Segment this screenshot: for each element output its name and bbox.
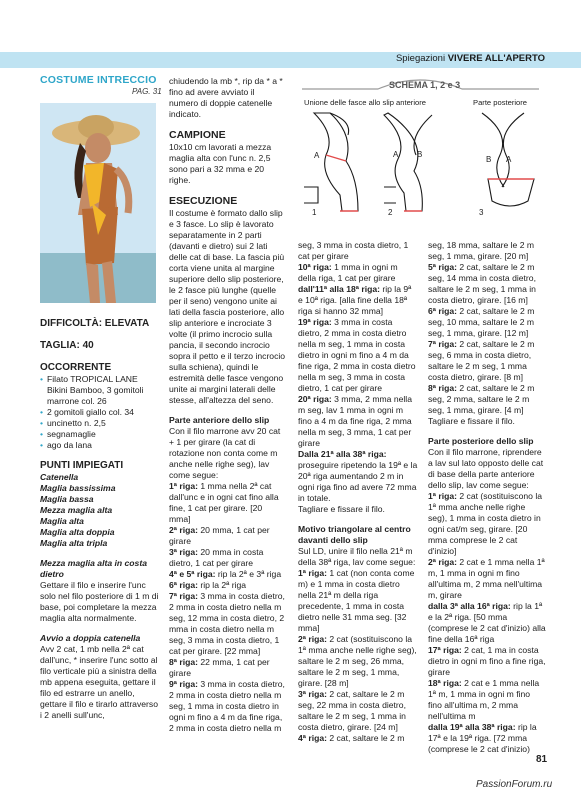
- instruction-row: [428, 491, 546, 557]
- row-text: 2 cat, saltare le 2 m seg, 6 mma in costa dietro, saltare le 2 m seg, 1 mma costa dietro, girare. [8 m]: [428, 339, 535, 382]
- campione-title: CAMPIONE: [169, 129, 226, 141]
- row-text: seg, 18 mma, saltare le 2 m seg, 1 mma, girare. [20 m]: [428, 240, 535, 261]
- material-item: • Filato TROPICAL LANE Bikini Bamboo, 3 gomitoli marrone col. 26: [40, 374, 160, 407]
- instruction-row: [298, 240, 418, 262]
- instruction-row: [169, 679, 286, 734]
- column-4: [428, 240, 546, 755]
- row-text: rip la 9ª e 10ª riga. [alla fine della 18ª riga si hanno 32 mma]: [298, 284, 412, 316]
- figure-number: 1: [312, 208, 317, 217]
- stitch-item: Maglia alta: [40, 516, 84, 526]
- row-key: 2ª riga:: [169, 525, 198, 535]
- figure-number: 3: [479, 208, 484, 217]
- row-text: rip la 17ª e la 19ª riga. [72 mma (comprese le 2 cat d'inizio): [428, 722, 537, 754]
- costume-photo: [40, 103, 156, 303]
- instruction-row: [169, 580, 286, 591]
- row-key: dalla 3ª alla 16ª riga:: [428, 601, 511, 611]
- row-key: 10ª riga:: [298, 262, 332, 272]
- instruction-row: [169, 569, 286, 580]
- row-key: 1ª riga:: [298, 568, 327, 578]
- row-text: 3 mma in costa dietro, 2 mma in costa dietro nella m seg, 12 mma in costa dietro, 2 mma in costa dietro nella m seg, 3 mma in costa dietro, 1 cat per girare. [22 mma]: [169, 591, 285, 656]
- row-text: 20 mma in costa dietro, 1 cat per girare: [169, 547, 264, 568]
- row-text: 2 cat, saltare le 2 m seg, 10 mma, saltare le 2 m seg, 1 mma, girare. [12 m]: [428, 306, 535, 338]
- instruction-row: [298, 634, 418, 689]
- mma-text: Gettare il filo e inserire l'unc solo nel filo posteriore di 1 m di base, poi completare la mezza maglia alta normalmente.: [40, 580, 159, 623]
- avvio-text: Avv 2 cat, 1 mb nella 2ª cat dall'unc, * inserire l'unc sotto al filo verticale più a sinistra della mb appena eseguita, gettare il filo ed estrarre un anello, gettare il filo e tirarlo attraverso i 2 anelli sull'unc,: [40, 644, 158, 720]
- campione-text: 10x10 cm lavorati a mezza maglia alta con l'unc n. 2,5 sono pari a 32 mma e 20 righe.: [169, 142, 272, 185]
- section-header: [396, 53, 545, 64]
- instruction-row: [298, 449, 418, 504]
- row-key: 4ª e 5ª riga:: [169, 569, 216, 579]
- row-text: rip la 2ª e 3ª riga: [215, 569, 282, 579]
- label-b: B: [486, 155, 492, 164]
- watermark: PassionForum.ru: [476, 779, 553, 790]
- instruction-row: [169, 657, 286, 679]
- stitch-item: Catenella: [40, 472, 79, 482]
- row-text: 2 cat (sostituiscono la 1ª mma anche nelle righe seg), saltare le 2 m seg, 26 mma, saltare le 2 m seg, 1 mma, girare. [28 m]: [298, 634, 417, 688]
- row-text: rip la 1ª e la 2ª riga. [50 mma (comprese le 2 cat d'inizio) alla fine della 16ª riga: [428, 601, 546, 644]
- row-key: 6ª riga:: [428, 306, 457, 316]
- schema-diagram: [296, 75, 545, 225]
- esecuzione-text: Il costume è formato dallo slip e 3 fasce. Lo slip è lavorato separatamente in 2 parti (davanti e dietro) sui 2 lati delle cat di base. La fascia più corta viene unita al margine superiore dello slip posteriore, le 2 fasce più lunghe (quelle per il seno) vengono unite ai lati della fascia posteriore, allo slip anteriore e incrociate 3 volte (il primo incrocio sulla pancia, il secondo incrocio sopra il petto e il terzo incrocio sulla schiena), quindi le estremità delle fasce vengono unite ai margini laterali delle stesse, all'altezza del seno.: [169, 208, 286, 405]
- cut-yarn-note: Tagliare e fissare il filo.: [428, 416, 515, 426]
- difficulty: DIFFICOLTÀ: ELEVATA: [40, 318, 150, 329]
- avvio-title: Avvio a doppia catenella: [40, 633, 141, 643]
- instruction-row: [169, 481, 286, 525]
- esecuzione-title: ESECUZIONE: [169, 195, 238, 207]
- material-item: • segnamaglie: [40, 429, 160, 440]
- instruction-row: [428, 339, 546, 383]
- row-text: 3 mma in costa dietro, 2 mma in costa dietro nella m seg, 1 mma in costa dietro in ogni m fino a 4 m da fine riga, 2 mma in costa dietro nella m: [169, 679, 285, 733]
- instruction-row: [298, 689, 418, 733]
- materials-title: OCCORRENTE: [40, 362, 112, 373]
- intro-text: chiudendo la mb *, rip da * a * fino ad avere avviato il numero di doppie catenelle indicato.: [169, 76, 283, 119]
- row-key: 6ª riga:: [169, 580, 198, 590]
- material-item: • 2 gomitoli giallo col. 34: [40, 407, 160, 418]
- row-key: 17ª riga:: [428, 645, 462, 655]
- instruction-row: [428, 601, 546, 645]
- row-text: 2 cat, 1 ma in costa dietro in ogni m fino a fine riga, girare: [428, 645, 546, 677]
- row-text: proseguire ripetendo la 19ª e la 20ª riga aumentando 2 m in ogni riga fino ad avere 72 mma in totale.: [298, 460, 418, 503]
- row-text: 2 cat (sostituiscono la 1ª mma anche nelle righe seg), 1 mma in costa dietro in ogni cat/m seg, girare. [20 mma comprese le 2 cat d'inizio]: [428, 491, 543, 556]
- parte-anteriore-title: Parte anteriore dello slip: [169, 415, 270, 425]
- instruction-row: [298, 262, 418, 284]
- instruction-row: [298, 284, 418, 317]
- parte-posteriore-title: Parte posteriore dello slip: [428, 436, 534, 446]
- instruction-row: [428, 262, 546, 306]
- instruction-row: [428, 722, 546, 755]
- row-text: 2 cat e 1 mma nella 1ª m, 1 mma in ogni m fino all'ultima m, 2 mma nell'ultima m, girare: [428, 557, 545, 600]
- section-name: Spiegazioni: [395, 53, 446, 64]
- row-key: 2ª riga:: [428, 557, 457, 567]
- costume-title: COSTUME INTRECCIO: [40, 74, 157, 86]
- row-text: 2 cat, saltare le 2 m seg, 22 mma in costa dietro, saltare le 2 m seg, 1 mma in costa dietro, girare. [24 m]: [298, 689, 406, 732]
- cut-yarn-note: Tagliare e fissare il filo.: [298, 504, 385, 514]
- instruction-row: [298, 733, 418, 744]
- stitch-item: Maglia bassissima: [40, 483, 116, 493]
- instruction-row: [169, 547, 286, 569]
- schema-title: SCHEMA 1, 2 e 3: [389, 80, 461, 90]
- column-1: [40, 318, 160, 721]
- row-key: 1ª riga:: [428, 491, 457, 501]
- row-key: dalla 19ª alla 38ª riga:: [428, 722, 516, 732]
- row-text: 20 mma, 1 cat per girare: [169, 525, 270, 546]
- row-key: 7ª riga:: [428, 339, 457, 349]
- row-text: 2 cat, saltare le 2 m seg, 14 mma in costa dietro, saltare le 2 m seg, 1 mma in costa dietro, girare. [16 m]: [428, 262, 536, 305]
- row-key: 8ª riga:: [169, 657, 198, 667]
- motivo-title: Motivo triangolare al centro davanti dello slip: [298, 524, 411, 545]
- label-a: A: [506, 155, 512, 164]
- row-key: 8ª riga:: [428, 383, 457, 393]
- stitch-item: Mezza maglia alta: [40, 505, 113, 515]
- page-number: 81: [536, 754, 548, 765]
- row-text: 3 mma in costa dietro, 2 mma in costa dietro nella m seg, 1 mma in costa dietro in ogni m fino a 4 m da fine riga, 2 mma in costa dietro nella m seg, 3 mma in costa dietro, 1 cat per girare: [298, 317, 416, 393]
- column-2: [169, 76, 286, 734]
- stitches-title: PUNTI IMPIEGATI: [40, 460, 124, 471]
- stitch-item: Maglia alta doppia: [40, 527, 115, 537]
- row-text: 3 mma, 2 mma nella m seg, lav 1 mma in ogni m fino a 4 m da fine riga, 2 mma nella m seg, 3 mma, 1 cat per girare: [298, 394, 412, 448]
- mma-title: Mezza maglia alta in costa dietro: [40, 558, 147, 579]
- label-b: B: [417, 150, 423, 159]
- instruction-row: [428, 240, 546, 262]
- schema-caption-back: Parte posteriore: [473, 98, 528, 107]
- column-3: [298, 240, 418, 744]
- row-key: 7ª riga:: [169, 591, 198, 601]
- instruction-row: [428, 306, 546, 339]
- material-item: • uncinetto n. 2,5: [40, 418, 160, 429]
- row-text: 2 cat, saltare le 2 m seg, 2 mma, saltare le 2 m seg, 1 mma, girare. [4 m]: [428, 383, 535, 415]
- label-a: A: [314, 151, 320, 160]
- row-key: 4ª riga:: [298, 733, 327, 743]
- costume-page-ref: PAG. 31: [132, 87, 162, 96]
- instruction-row: [169, 591, 286, 657]
- instruction-row: [428, 678, 546, 722]
- parte-posteriore-intro: Con il filo marrone, riprendere a lav sul lato opposto delle cat di base della parte anteriore dello slip, lav come segue:: [428, 447, 544, 490]
- instruction-row: [428, 557, 546, 601]
- row-text: 2 cat, saltare le 2 m: [326, 733, 405, 743]
- instruction-row: [428, 645, 546, 678]
- row-text: rip la 2ª riga: [197, 580, 247, 590]
- row-text: 1 mma nella 2ª cat dall'unc e in ogni cat fino alla fine, 1 cat per girare. [20 mma]: [169, 481, 279, 524]
- row-text: seg, 3 mma in costa dietro, 1 cat per girare: [298, 240, 409, 261]
- figure-number: 2: [388, 208, 393, 217]
- instruction-row: [298, 568, 418, 634]
- row-key: 3ª riga:: [298, 689, 327, 699]
- row-text: 22 mma, 1 cat per girare: [169, 657, 270, 678]
- row-key: 9ª riga:: [169, 679, 198, 689]
- row-key: 18ª riga:: [428, 678, 462, 688]
- row-text: 2 cat e 1 mma nella 1ª m, 1 mma in ogni m fino fino all'ultima m, 2 mma nell'ultima m: [428, 678, 540, 721]
- schema-caption-front: Unione delle fasce allo slip anteriore: [304, 98, 426, 107]
- parte-anteriore-intro: Con il filo marrone avv 20 cat + 1 per girare (la cat di rotazione non conta come m anche nelle righe seg), lav come segue:: [169, 426, 281, 480]
- instruction-row: [169, 525, 286, 547]
- material-item: • ago da lana: [40, 440, 160, 451]
- instruction-row: [298, 317, 418, 394]
- row-key: 1ª riga:: [169, 481, 198, 491]
- row-key: 5ª riga:: [428, 262, 457, 272]
- stitch-item: Maglia alta tripla: [40, 538, 108, 548]
- motivo-intro: Sul LD, unire il filo nella 21ª m della 38ª riga, lav come segue:: [298, 546, 416, 567]
- instruction-row: [428, 383, 546, 416]
- label-a: A: [393, 150, 399, 159]
- instruction-row: [298, 394, 418, 449]
- row-text: 1 cat (non conta come m) e 1 mma in costa dietro nella 21ª m della riga precedente, 1 mma in costa dietro nelle 31 mma seg. [32 mma]: [298, 568, 415, 633]
- section-title: VIVERE ALL'APERTO: [447, 53, 545, 64]
- row-key: 2ª riga:: [298, 634, 327, 644]
- row-key: 3ª riga:: [169, 547, 198, 557]
- row-key: dall'11ª alla 18ª riga:: [298, 284, 380, 294]
- stitch-item: Maglia bassa: [40, 494, 94, 504]
- row-text: 1 mma in ogni m della riga, 1 cat per girare: [298, 262, 398, 283]
- row-key: Dalla 21ª alla 38ª riga:: [298, 449, 387, 459]
- row-key: 20ª riga:: [298, 394, 332, 404]
- row-key: 19ª riga:: [298, 317, 332, 327]
- size: TAGLIA: 40: [40, 340, 94, 351]
